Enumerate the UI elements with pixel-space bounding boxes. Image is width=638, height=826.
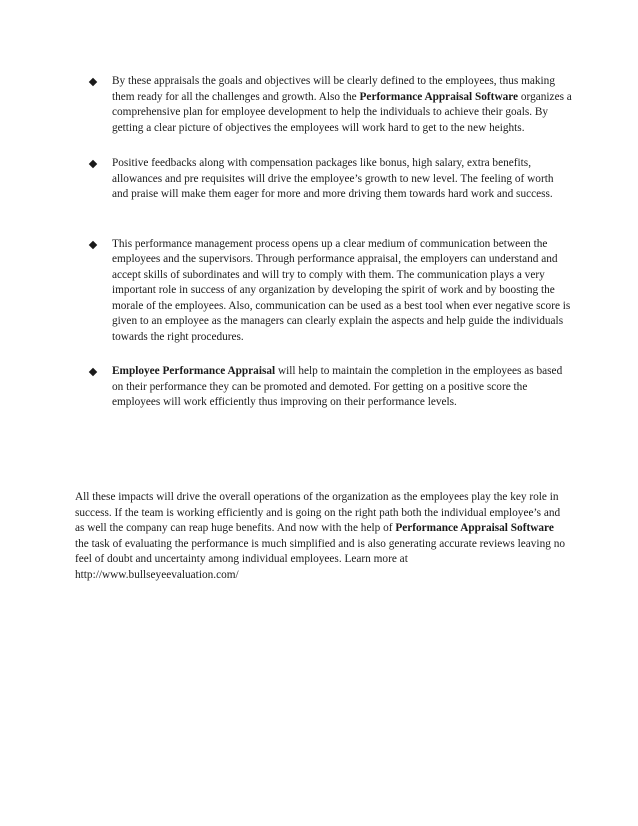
bold-term: Employee Performance Appraisal [112,365,276,377]
closing-paragraph: All these impacts will drive the overall operations of the organization as the employees play the key role in success. If the team is working efficiently and is going on the right path both the individual employee’s and as well the company can reap huge benefits. And now with the help of Performance Appraisal Software the task of evaluating the performance is much simplified and is also generating accurate reviews leaving no feel of doubt and uncertainty among individual employees. Learn more at http://www.bullseyeevaluation.com/ [75,491,565,581]
diamond-bullet-icon [89,240,97,248]
bullet-item-communication [80,237,572,346]
bullet-paragraph: Employee Performance Appraisal will help to maintain the completion in the employees as based on their performance they can be promoted and demoted. For getting on a positive score the employees will work efficiently thus improving on their performance levels. [112,365,563,408]
bold-term: Performance Appraisal Software [395,522,554,534]
bullet-item-promotion [80,364,572,411]
bullet-item-goals [80,74,572,136]
diamond-bullet-icon [89,160,97,168]
diamond-bullet-icon [89,368,97,376]
diamond-bullet-icon [89,78,97,86]
bold-term: Performance Appraisal Software [359,90,519,103]
bullet-item-feedback [80,156,572,203]
bullet-paragraph: Positive feedbacks along with compensation packages like bonus, high salary, extra benefits, allowances and pre requisites will drive the employee’s growth to new level. The feeling of worth and praise will make them eager for more and more driving them towards hard work and success. [112,157,554,200]
bullet-list [80,74,572,411]
bullet-paragraph: This performance management process opens up a clear medium of communication between the employees and the supervisors. Through performance appraisal, the employers can understand and accept skills of subordinates and will try to comply with them. The communication plays a very important role in success of any organization by developing the spirit of work and by boosting the morale of the employees. Also, communication can be used as a best tool when ever negative score is given to an employee as the managers can clearly explain the aspects and help guide the individuals towards the right procedures. [112,237,571,343]
bullet-paragraph: By these appraisals the goals and objectives will be clearly defined to the employees, thus making them ready for all the challenges and growth. Also the Performance Appraisal Software organizes a comprehensive plan for employee development to help the individuals to achieve their goals. By getting a clear picture of objectives the employees will work hard to get to the new heights. [112,75,572,134]
